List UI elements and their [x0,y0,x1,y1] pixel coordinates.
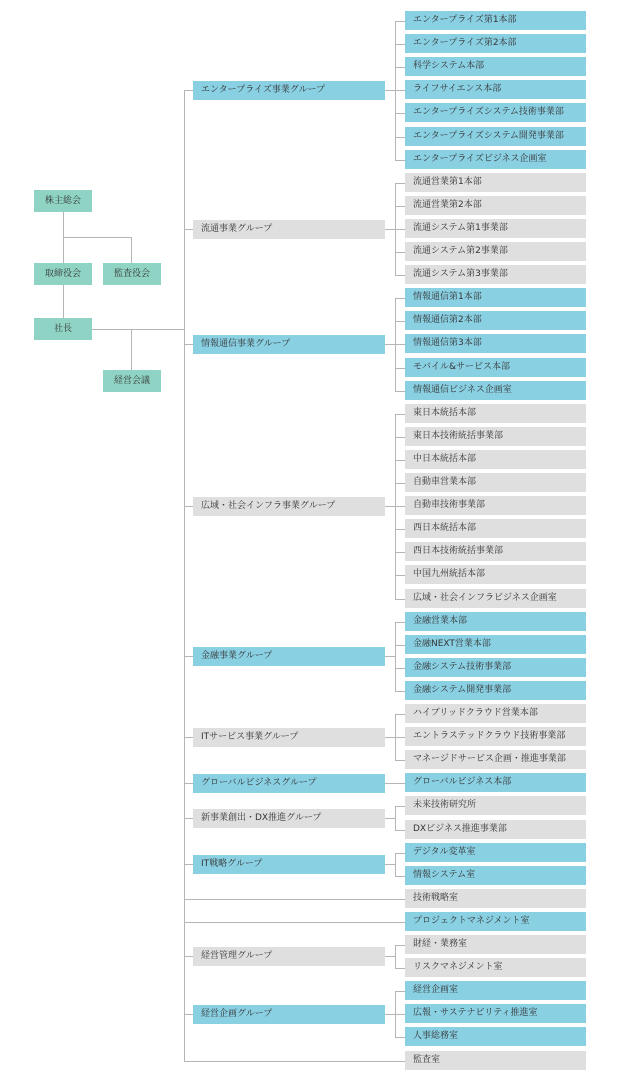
connector-bracket-dept [395,252,405,253]
connector-bracket-dept [395,876,405,877]
group-node: 金融事業グループ [193,647,385,666]
group-node: ITサービス事業グループ [193,728,385,747]
department-node: 広報・サステナビリティ推進室 [405,1004,586,1023]
department-node: 財経・業務室 [405,935,586,954]
connector-trunk-group [184,344,193,345]
department-node: デジタル変革室 [405,843,586,862]
connector-bracket-dept [395,206,405,207]
department-node: 自動車営業本部 [405,473,586,492]
connector-group-bracket [385,90,395,91]
connector-audit-drop [131,237,132,263]
department-node: 科学システム本部 [405,57,586,76]
connector-bracket [395,622,396,692]
department-node: 金融NEXT営業本部 [405,635,586,654]
connector-bracket-dept [395,44,405,45]
connector-group-bracket [385,818,395,819]
shareholders-meeting-node: 株主総会 [34,190,92,212]
connector-bracket-dept [395,113,405,114]
department-node: 東日本統括本部 [405,404,586,423]
connector-trunk-group [184,90,193,91]
connector-bracket-dept [395,298,405,299]
connector-bracket-dept [395,645,405,646]
connector-group-bracket [385,783,395,784]
connector-audit-branch [63,237,132,238]
connector-bracket-dept [395,21,405,22]
department-node: 情報通信第1本部 [405,288,586,307]
connector-bracket-dept [395,737,405,738]
connector-trunk-group [184,818,193,819]
connector-group-bracket [385,344,395,345]
department-node: 人事総務室 [405,1027,586,1046]
department-node: 西日本統括本部 [405,519,586,538]
department-node: 流通システム第1事業部 [405,219,586,238]
connector-group-bracket [385,956,395,957]
department-node: 広域・社会インフラビジネス企画室 [405,589,586,608]
connector-group-bracket [385,1014,395,1015]
connector-bracket-dept [395,460,405,461]
connector-bracket-dept [395,506,405,507]
connector-bracket [395,414,396,600]
connector-bracket-dept [395,437,405,438]
connector-bracket-dept [395,137,405,138]
connector-group-bracket [385,864,395,865]
connector-bracket-dept [395,67,405,68]
connector-trunk-group [184,506,193,507]
department-node: DXビジネス推進事業部 [405,820,586,839]
department-node: 金融システム技術事業部 [405,658,586,677]
connector-president-trunk [92,329,184,330]
management-meeting-node: 経営会議 [103,370,161,392]
connector-bracket-dept [395,668,405,669]
connector-bracket-dept [395,275,405,276]
connector-bracket [395,853,396,877]
group-node: 経営管理グループ [193,947,385,966]
connector-group-bracket [385,229,395,230]
group-node: グローバルビジネスグループ [193,774,385,793]
connector-bracket-dept [395,552,405,553]
president-node: 社長 [34,318,92,340]
connector-trunk-dept [184,899,405,900]
board-of-directors-node: 取締役会 [34,263,92,285]
group-node: 広域・社会インフラ事業グループ [193,497,385,516]
department-node: ハイブリッドクラウド営業本部 [405,704,586,723]
group-node: 流通事業グループ [193,220,385,239]
connector-bracket-dept [395,321,405,322]
connector-bracket-dept [395,968,405,969]
connector-bracket-dept [395,691,405,692]
connector-group-bracket [385,656,395,657]
department-node: 経営企画室 [405,981,586,1000]
connector-bracket-dept [395,783,405,784]
connector-bracket [395,298,396,392]
department-node: 技術戦略室 [405,889,586,908]
connector-bracket-dept [395,945,405,946]
department-node: 情報通信第3本部 [405,334,586,353]
department-node: エンタープライズシステム技術事業部 [405,103,586,122]
department-node: 金融システム開発事業部 [405,681,586,700]
connector-bracket [395,945,396,969]
connector-bracket [395,21,396,161]
connector-bracket-dept [395,391,405,392]
department-node: 自動車技術事業部 [405,496,586,515]
connector-bracket-dept [395,160,405,161]
department-node: 中日本統括本部 [405,450,586,469]
connector-board-president [63,285,64,318]
department-node: リスクマネジメント室 [405,958,586,977]
connector-trunk-group [184,656,193,657]
connector-management-meeting [131,329,132,370]
department-node: エンタープライズシステム開発事業部 [405,127,586,146]
department-node: 東日本技術統括事業部 [405,427,586,446]
connector-main-trunk [184,90,185,1062]
connector-trunk-group [184,864,193,865]
group-node: 経営企画グループ [193,1005,385,1024]
connector-bracket-dept [395,806,405,807]
department-node: 流通システム第3事業部 [405,265,586,284]
group-node: IT戦略グループ [193,855,385,874]
connector-trunk-group [184,229,193,230]
department-node: ライフサイエンス本部 [405,80,586,99]
department-node: 流通システム第2事業部 [405,242,586,261]
connector-bracket-dept [395,830,405,831]
department-node: エンタープライズ第1本部 [405,11,586,30]
connector-trunk-group [184,956,193,957]
connector-bracket-dept [395,599,405,600]
connector-bracket-dept [395,622,405,623]
connector-bracket-dept [395,368,405,369]
department-node: 監査室 [405,1051,586,1070]
connector-bracket-dept [395,714,405,715]
department-node: 流通営業第2本部 [405,196,586,215]
connector-bracket-dept [395,414,405,415]
connector-bracket-dept [395,575,405,576]
group-node: 情報通信事業グループ [193,335,385,354]
department-node: 流通営業第1本部 [405,173,586,192]
connector-trunk-dept [184,1061,405,1062]
department-node: モバイル&サービス本部 [405,358,586,377]
connector-bracket-dept [395,90,405,91]
department-node: エンタープライズビジネス企画室 [405,150,586,169]
department-node: 中国九州統括本部 [405,565,586,584]
connector-group-bracket [385,737,395,738]
connector-trunk-group [184,783,193,784]
department-node: 未来技術研究所 [405,796,586,815]
group-node: エンタープライズ事業グループ [193,81,385,100]
connector-bracket-dept [395,483,405,484]
connector-bracket-dept [395,1037,405,1038]
department-node: 金融営業本部 [405,612,586,631]
department-node: エンタープライズ第2本部 [405,34,586,53]
department-node: エントラステッドクラウド技術事業部 [405,727,586,746]
connector-bracket-dept [395,344,405,345]
connector-bracket-dept [395,991,405,992]
department-node: グローバルビジネス本部 [405,773,586,792]
connector-bracket-dept [395,853,405,854]
department-node: 情報システム室 [405,866,586,885]
audit-board-node: 監査役会 [103,263,161,285]
connector-bracket-dept [395,183,405,184]
connector-trunk-group [184,737,193,738]
department-node: マネージドサービス企画・推進事業部 [405,750,586,769]
connector-bracket [395,806,396,831]
connector-group-bracket [385,506,395,507]
department-node: 情報通信ビジネス企画室 [405,381,586,400]
department-node: 情報通信第2本部 [405,311,586,330]
connector-trunk-group [184,1014,193,1015]
department-node: プロジェクトマネジメント室 [405,912,586,931]
connector-bracket-dept [395,529,405,530]
connector-trunk-dept [184,922,405,923]
connector-bracket-dept [395,760,405,761]
group-node: 新事業創出・DX推進グループ [193,809,385,828]
department-node: 西日本技術統括事業部 [405,542,586,561]
connector-bracket-dept [395,1014,405,1015]
connector-bracket-dept [395,229,405,230]
